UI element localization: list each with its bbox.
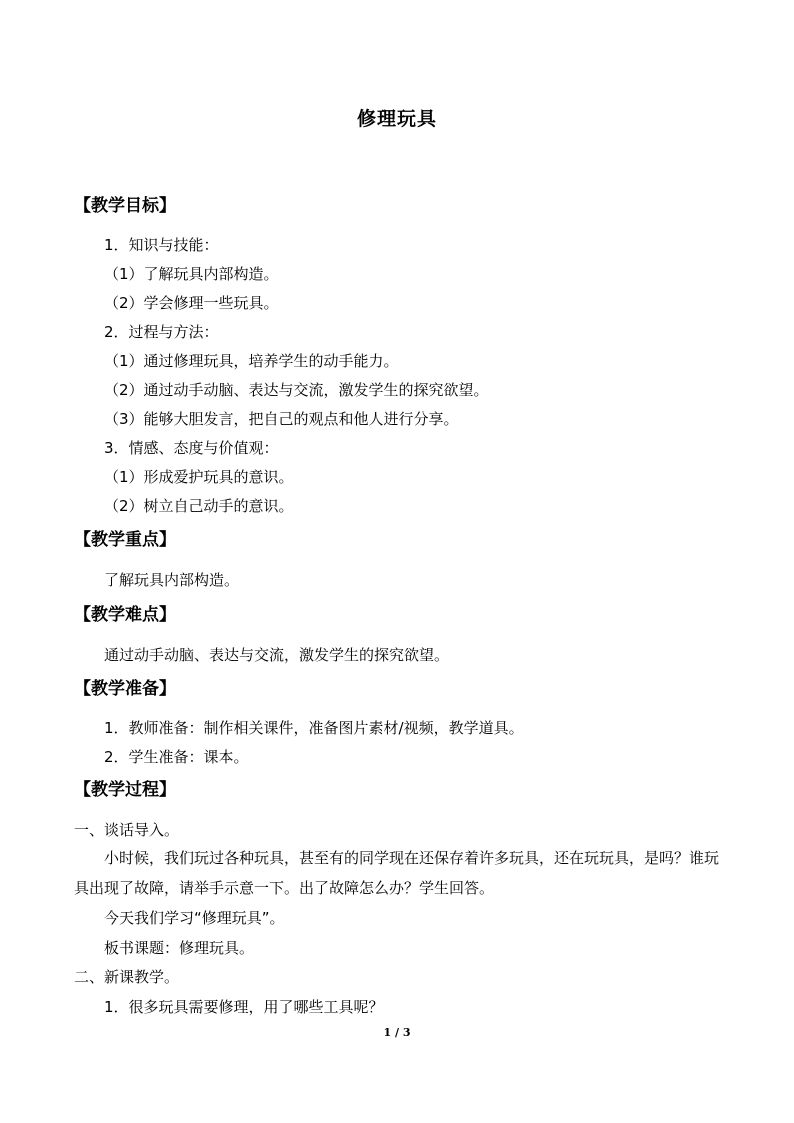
goals-line-1: 1．知识与技能： bbox=[104, 236, 219, 254]
page-number: 1 / 3 bbox=[383, 1026, 411, 1039]
section-heading-goals: 【教学目标】 bbox=[74, 196, 176, 216]
preparation-line-2: 2．学生准备：课本。 bbox=[104, 748, 249, 766]
process-part1-paragraph: 小时候，我们玩过各种玩具，甚至有的同学现在还保存着许多玩具，还在玩玩具，是吗？谁玩具出现了故障，请举手示意一下。出了故障怎么办？学生回答。 bbox=[74, 849, 720, 897]
process-part2-title: 二、新课教学。 bbox=[74, 968, 180, 986]
document-title: 修理玩具 bbox=[356, 108, 437, 130]
process-part1-line3: 板书课题：修理玩具。 bbox=[104, 939, 255, 957]
section-heading-preparation: 【教学准备】 bbox=[74, 679, 176, 699]
section-heading-key-points: 【教学重点】 bbox=[74, 530, 176, 550]
goals-line-7: （3）能够大胆发言，把自己的观点和他人进行分享。 bbox=[104, 410, 459, 428]
goals-line-2: （1）了解玩具内部构造。 bbox=[104, 265, 279, 283]
goals-line-6: （2）通过动手动脑、表达与交流，激发学生的探究欲望。 bbox=[104, 381, 489, 399]
difficulties-text: 通过动手动脑、表达与交流，激发学生的探究欲望。 bbox=[104, 646, 450, 664]
goals-line-5: （1）通过修理玩具，培养学生的动手能力。 bbox=[104, 352, 399, 370]
section-heading-difficulties: 【教学难点】 bbox=[74, 605, 176, 625]
goals-line-8: 3．情感、态度与价值观： bbox=[104, 439, 279, 457]
section-heading-process: 【教学过程】 bbox=[74, 780, 176, 800]
preparation-line-1: 1．教师准备：制作相关课件，准备图片素材/视频，教学道具。 bbox=[104, 719, 524, 737]
goals-line-3: （2）学会修理一些玩具。 bbox=[104, 294, 279, 312]
process-part2-line1: 1．很多玩具需要修理，用了哪些工具呢？ bbox=[104, 998, 384, 1016]
goals-line-10: （2）树立自己动手的意识。 bbox=[104, 497, 294, 515]
process-part1-title: 一、谈话导入。 bbox=[74, 821, 180, 839]
key-points-text: 了解玩具内部构造。 bbox=[104, 571, 240, 589]
goals-line-9: （1）形成爱护玩具的意识。 bbox=[104, 468, 294, 486]
goals-line-4: 2．过程与方法： bbox=[104, 323, 219, 341]
process-part1-line2: 今天我们学习“修理玩具”。 bbox=[104, 909, 285, 927]
